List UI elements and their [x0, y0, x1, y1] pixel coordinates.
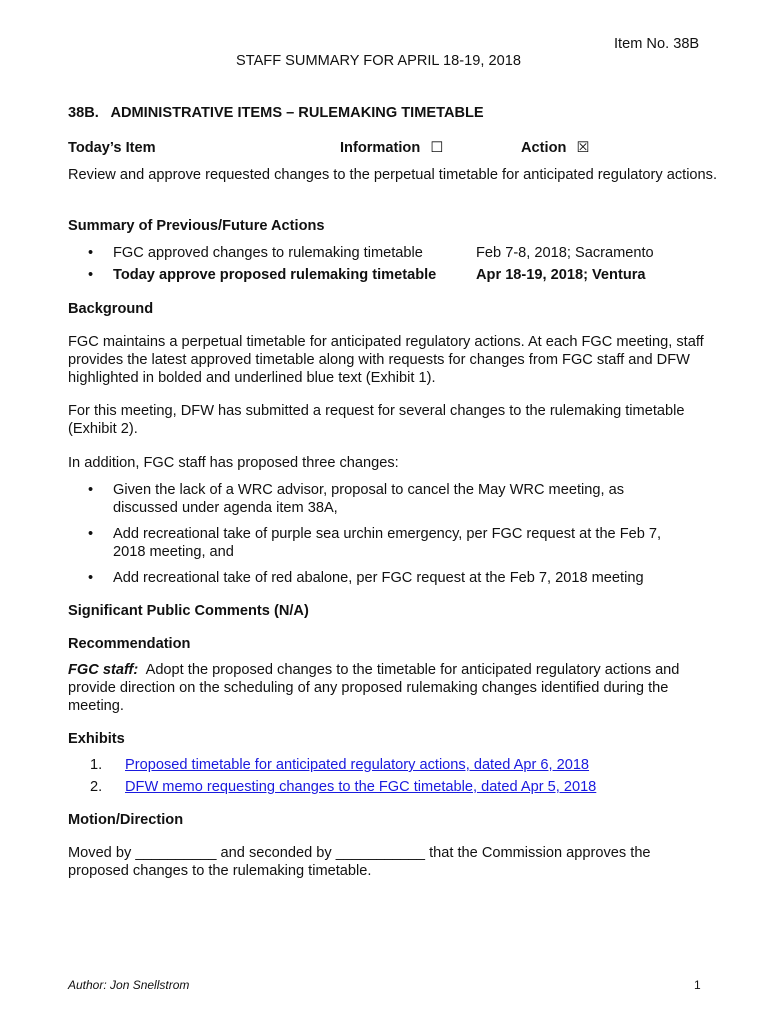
- summary-heading: Summary of Previous/Future Actions: [68, 218, 325, 234]
- bullet: •: [88, 526, 94, 542]
- action-label: Action: [521, 140, 567, 156]
- summary-action-date: Apr 18-19, 2018; Ventura: [476, 267, 646, 283]
- change-item: Add recreational take of purple sea urchin emergency, per FGC request at the Feb 7, 2018 meeting, and: [113, 526, 662, 560]
- motion-paragraph: Moved by __________ and seconded by ___________ that the Commission approves the proposed changes to the rulemaking timetable.: [68, 845, 651, 879]
- information-checkbox: ☐: [430, 140, 444, 156]
- bullet: •: [88, 570, 94, 586]
- item-number: Item No. 38B: [614, 36, 700, 52]
- action-checkbox: ☒: [576, 140, 590, 156]
- bullet: •: [88, 482, 94, 498]
- recommendation-paragraph: [68, 661, 718, 715]
- footer-author: [68, 976, 189, 994]
- information-label: Information: [340, 140, 421, 156]
- summary-action-text: FGC approved changes to rulemaking timetable: [113, 245, 423, 261]
- todays-item-label: Today’s Item: [68, 140, 156, 156]
- intro-paragraph: Review and approve requested changes to the perpetual timetable for anticipated regulatory actions.: [68, 167, 718, 183]
- bullet: •: [88, 245, 94, 261]
- item-title: 38B. ADMINISTRATIVE ITEMS – RULEMAKING TIMETABLE: [68, 105, 484, 121]
- exhibits-heading: Exhibits: [68, 731, 125, 747]
- summary-action-text: Today approve proposed rulemaking timetable: [113, 267, 437, 283]
- motion-heading: Motion/Direction: [68, 812, 184, 828]
- recommendation-label: FGC staff:: [68, 662, 139, 678]
- staff-summary-title: STAFF SUMMARY FOR APRIL 18-19, 2018: [236, 53, 521, 69]
- recommendation-heading: Recommendation: [68, 636, 191, 652]
- footer-author-name: : Jon Snellstrom: [103, 978, 190, 992]
- background-paragraph: For this meeting, DFW has submitted a request for several changes to the rulemaking timetable (Exhibit 2).: [68, 403, 685, 437]
- bullet: •: [88, 267, 94, 283]
- exhibit-number: 1.: [90, 757, 103, 773]
- exhibit-link[interactable]: Proposed timetable for anticipated regulatory actions, dated Apr 6, 2018: [125, 757, 590, 773]
- background-paragraph: In addition, FGC staff has proposed three changes:: [68, 455, 399, 471]
- footer-author-label: Author: [68, 978, 104, 992]
- background-heading: Background: [68, 301, 154, 317]
- background-paragraph: FGC maintains a perpetual timetable for anticipated regulatory actions. At each FGC meeting, staff provides the latest approved timetable along with requests for changes from FGC staff and DFW highlighted in bolded and underlined blue text (Exhibit 1).: [68, 334, 704, 386]
- exhibit-number: 2.: [90, 779, 103, 795]
- information-option: [340, 139, 443, 157]
- significant-comments-heading: Significant Public Comments (N/A): [68, 603, 309, 619]
- action-option: [521, 139, 590, 157]
- change-item: Add recreational take of red abalone, per FGC request at the Feb 7, 2018 meeting: [113, 570, 644, 586]
- page-number: 1: [694, 978, 701, 992]
- exhibit-link[interactable]: DFW memo requesting changes to the FGC timetable, dated Apr 5, 2018: [125, 779, 597, 795]
- summary-action-date: Feb 7-8, 2018; Sacramento: [476, 245, 654, 261]
- change-item: Given the lack of a WRC advisor, proposal to cancel the May WRC meeting, as discussed under agenda item 38A,: [113, 482, 624, 516]
- recommendation-text: Adopt the proposed changes to the timetable for anticipated regulatory actions and provide direction on the scheduling of any proposed rulemaking changes identified during the meeting.: [68, 662, 684, 714]
